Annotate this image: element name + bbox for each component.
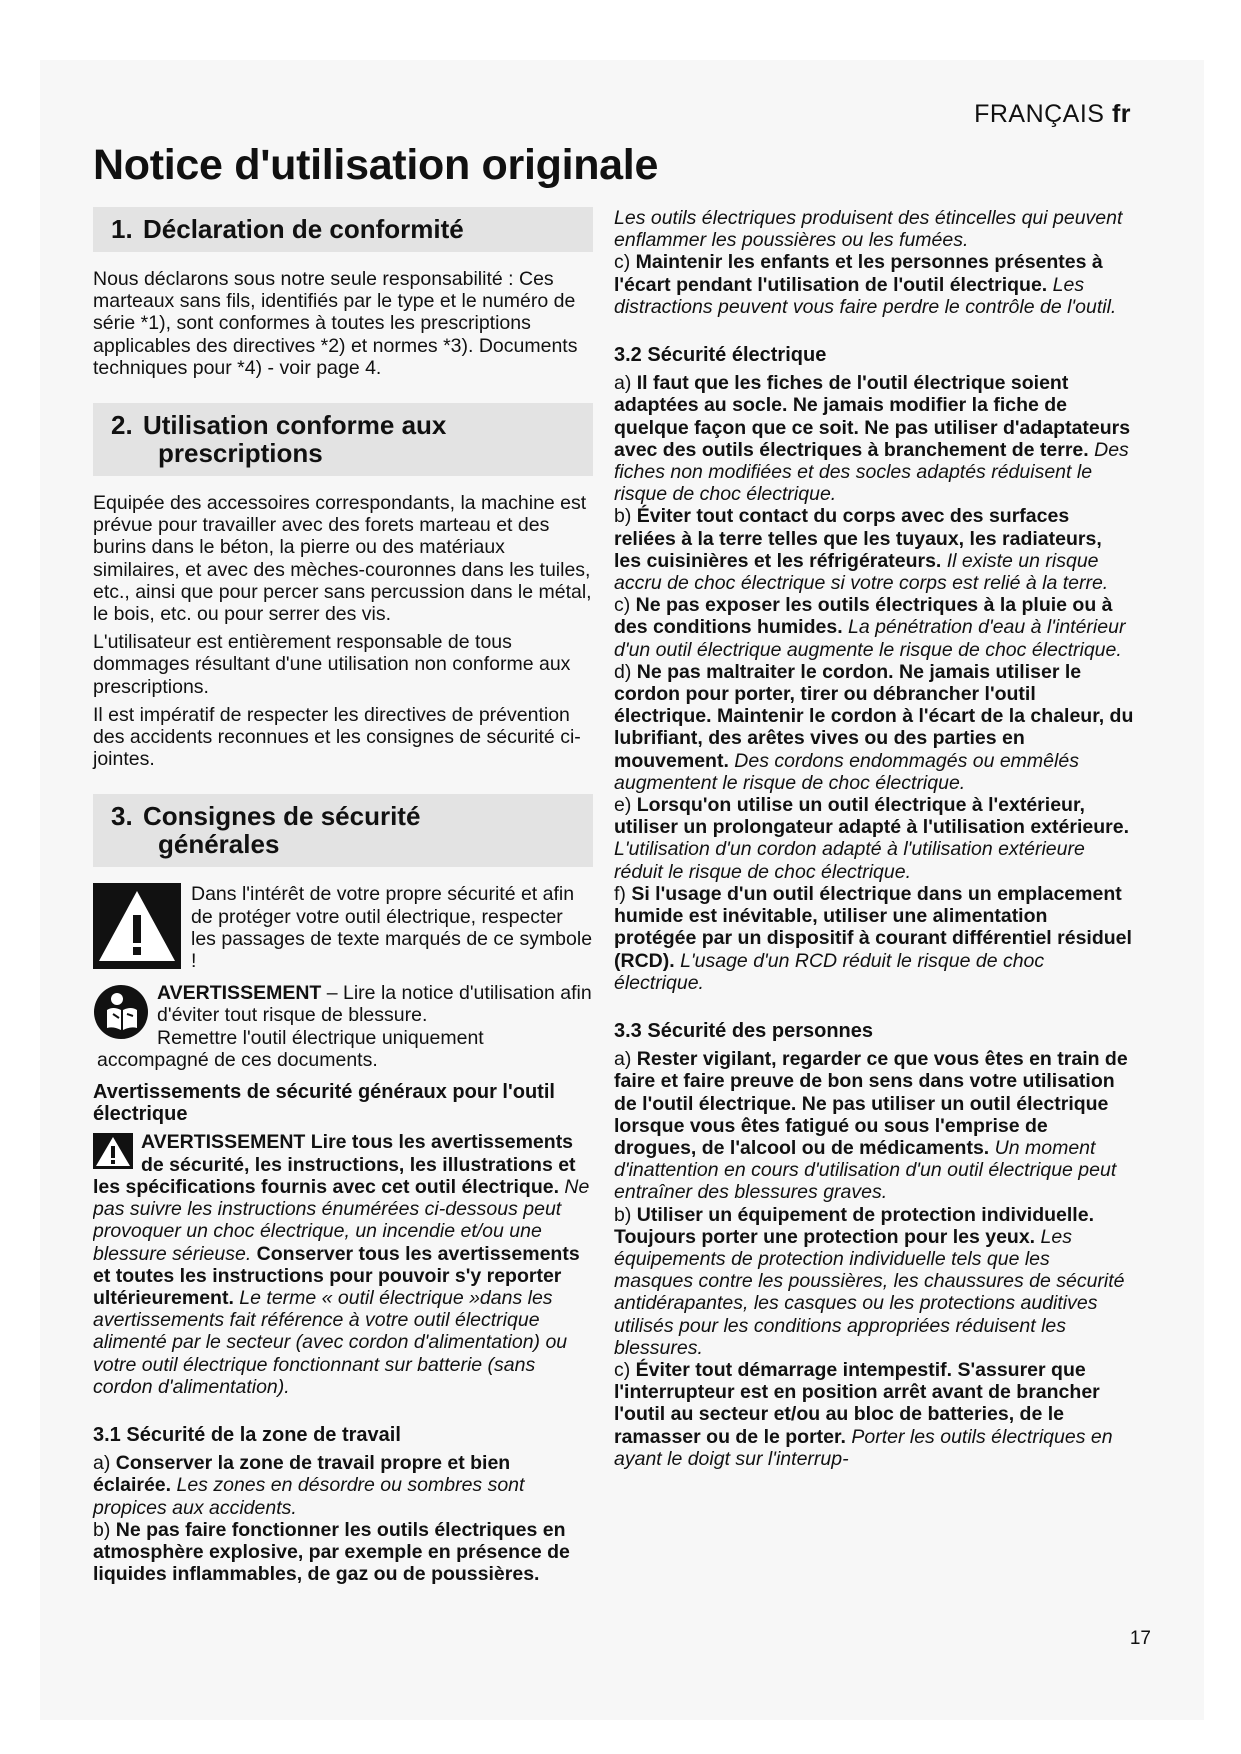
personal-safety-heading: 3.3 Sécurité des personnes [614,1019,874,1042]
handover-note: Remettre l'outil électrique uniquement accompagné de ces documents. [97,1026,484,1071]
work-area-item-a: a) Conserver la zone de travail propre et bien éclairée. Les zones en désordre ou sombres sont propices aux accidents. [93,1452,525,1519]
section-title-cont: générales [158,829,280,860]
warning-strong-2: Conserver tous les avertissements et toutes les instructions pour pouvoir s'y reporter ultérieurement. [93,1242,580,1309]
work-area-item-b-cont: Les outils électriques produisent des étincelles qui peuvent enflammer les poussières ou les fumées. [614,207,1123,252]
personal-item-b: b) Utiliser un équipement de protection individuelle. Toujours porter une protection pour les yeux. Les équipements de protection individuelle tels que les masques contre les poussières, les chaussures de sécurité antidérapantes, les casques ou les protections auditives utilisés pour les conditions appropriées réduisent les blessures. [614,1203,1125,1359]
section-number: 1. [111,214,133,244]
warning-em-1: Ne pas suivre les instructions énumérées ci-dessous peut provoquer un choc électrique, un incendie et/ou une blessure sérieuse. [93,1175,590,1265]
warning-triangle-small-icon [93,1133,133,1169]
language-code: fr [1111,100,1131,128]
right-column [614,207,1134,1470]
section-3-heading [93,794,593,867]
page-title: Notice d'utilisation originale [93,141,659,189]
conformity-text: Nous déclarons sous notre seule responsabilité : Ces marteaux sans fils, identifiés par le type et le numéro de série *1), sont conformes à toutes les prescriptions applicables des directives *2) et normes *3). Documents techniques pour *4) - voir page 4. [93,268,578,379]
language-name: FRANÇAIS [974,100,1105,128]
section-title-cont: prescriptions [158,438,323,469]
electrical-safety-heading: 3.2 Sécurité électrique [614,344,827,367]
symbol-note-text: Dans l'intérêt de votre propre sécurité et afin de protéger votre outil électrique, respecter les passages de texte marqués de ce symbole ! [191,883,593,973]
general-warnings-heading: Avertissements de sécurité généraux pour l'outil électrique [93,1081,555,1126]
intended-use-p2: L'utilisateur est entièrement responsable de tous dommages résultant d'une utilisation non conforme aux prescriptions. [93,631,571,698]
general-warning-block [93,1131,593,1397]
warning-triangle-icon [93,883,181,969]
warning-strong-1: AVERTISSEMENT Lire tous les avertissements de sécurité, les instructions, les illustrations et les spécifications fournis avec cet outil électrique. [93,1131,576,1198]
electrical-item-c: c) Ne pas exposer les outils électriques à la pluie ou à des conditions humides. La pénétration d'eau à l'intérieur d'un outil électrique augmente le risque de choc électrique. [614,594,1126,661]
safety-symbol-note [93,883,593,972]
section-title: Utilisation conforme aux [143,410,447,441]
section-2-heading [93,403,593,476]
page-number: 17 [1129,1628,1151,1649]
electrical-item-b: b) Éviter tout contact du corps avec des surfaces reliées à la terre telles que les tuyaux, les radiateurs, les cuisinières et les réfrigérateurs. Il existe un risque accru de choc électrique si votre corps est relié à la terre. [614,505,1109,595]
personal-item-c: c) Éviter tout démarrage intempestif. S'assurer que l'interrupteur est en position arrêt avant de brancher l'outil au secteur et/ou au bloc de batteries, de le ramasser ou de le porter. Porter les outils électriques en ayant le doigt sur l'interrup- [614,1358,1113,1470]
intended-use-p3: Il est impératif de respecter les directives de prévention des accidents reconnues et les consignes de sécurité ci-jointes. [93,703,581,771]
section-title: Consignes de sécurité [143,801,421,832]
language-label [974,100,1131,129]
section-1-heading [93,207,593,252]
electrical-item-a: a) Il faut que les fiches de l'outil électrique soient adaptées au socle. Ne jamais modifier la fiche de quelque façon que ce soit. Ne pas utiliser d'adaptateurs avec des outils électriques à branchement de terre. Des fiches non modifiées et des socles adaptés réduisent le risque de choc électrique. [614,372,1131,506]
section-number: 3. [111,801,133,832]
work-area-heading: 3.1 Sécurité de la zone de travail [93,1423,401,1446]
section-number: 2. [111,410,133,441]
electrical-item-e: e) Lorsqu'on utilise un outil électrique à l'extérieur, utiliser un prolongateur adapté à l'utilisation extérieure. L'utilisation d'un cordon adapté à l'utilisation extérieure réduit le risque de choc électrique. [614,794,1129,883]
personal-item-a: a) Rester vigilant, regarder ce que vous êtes en train de faire et faire preuve de bon sens dans votre utilisation de l'outil électrique. Ne pas utiliser un outil électrique lorsque vous êtes fatigué ou sous l'emprise de drogues, de l'alcool ou de médicaments. Un moment d'inattention en cours d'utilisation d'un outil électrique peut entraîner des blessures graves. [614,1048,1128,1204]
electrical-item-f: f) Si l'usage d'un outil électrique dans un emplacement humide est inévitable, utiliser une alimentation protégée par un dispositif à courant différentiel résiduel (RCD). L'usage d'un RCD réduit le risque de choc électrique. [614,882,1132,994]
left-column [93,207,593,1585]
section-title: Déclaration de conformité [143,214,464,244]
manual-warning-text: – Lire la notice d'utilisation afin d'éviter tout risque de blessure. [157,982,592,1027]
work-area-item-b: b) Ne pas faire fonctionner les outils électriques en atmosphère explosive, par exemple en présence de liquides inflammables, de gaz ou de poussières. [93,1518,570,1586]
work-area-item-c: c) Maintenir les enfants et les personnes présentes à l'écart pendant l'utilisation de l'outil électrique. Les distractions peuvent vous faire perdre le contrôle de l'outil. [614,251,1117,318]
manual-warning [93,982,593,1071]
intended-use-p1: Equipée des accessoires correspondants, la machine est prévue pour travailler avec des forets marteau et des burins dans le béton, la pierre ou des matériaux similaires, et avec des mèches-couronnes dans les tuiles, etc., ainsi que pour percer sans percussion dans le métal, le bois, etc. ou pour serrer des vis. [93,492,592,626]
warning-em-2: Le terme « outil électrique »dans les avertissements fait référence à votre outil électrique alimenté par le secteur (avec cordon d'alimentation) ou votre outil électrique fonctionnant sur batterie (sans cordon d'alimentation). [93,1286,568,1398]
read-manual-icon [93,984,149,1040]
manual-warning-strong: AVERTISSEMENT [157,982,322,1005]
electrical-item-d: d) Ne pas maltraiter le cordon. Ne jamais utiliser le cordon pour porter, tirer ou débrancher l'outil électrique. Maintenir le cordon à l'écart de la chaleur, du lubrifiant, des arêtes vives ou des parties en mouvement. Des cordons endommagés ou emmêlés augmentent le risque de choc électrique. [614,660,1134,794]
